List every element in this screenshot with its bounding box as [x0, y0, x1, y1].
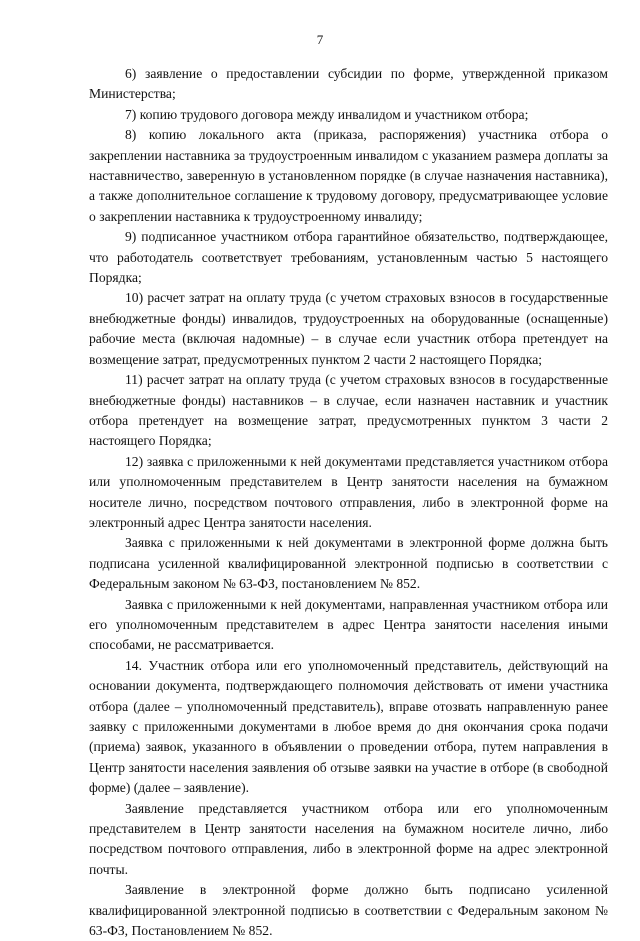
paragraph-not-considered: Заявка с приложенными к ней документами, направленная участником отбора или его уполномоченным представителем в адрес Центра занятости населения иными способами, не рассматривается. — [89, 596, 608, 653]
paragraph-application-submission: Заявление представляется участником отбора или его уполномоченным представителем в Центр занятости населения на бумажном носителе лично, либо посредством почтового отправления, либо в электронной форме на адрес электронной почты. — [89, 800, 608, 877]
paragraph-item-10: 10) расчет затрат на оплату труда (с учетом страховых взносов в государственные внебюджетные фонды) инвалидов, трудоустроенных на оборудованные (оснащенные) рабочие места (включая надомные) – в случае если участник отбора претендует на возмещение затрат, предусмотренных пунктом 2 части 2 настоящего Порядка; — [89, 290, 608, 367]
paragraph-section-14: 14. Участник отбора или его уполномоченный представитель, действующий на основании документа, подтверждающего полномочия действовать от имени участника отбора (далее – уполномоченный представитель), вправе отозвать направленную ранее заявку с приложенными документами в любое время до дня окончания срока подачи (приема) заявок, указанного в объявлении о проведении отбора, путем направления в Центр занятости населения заявления об отзыве заявки на участие в отборе (в свободной форме) (далее – заявление). — [89, 657, 608, 796]
page-number: 7 — [316, 32, 324, 47]
paragraph-item-8: 8) копию локального акта (приказа, распоряжения) участника отбора о закреплении наставника за трудоустроенным инвалидом с указанием размера доплаты за наставничество, заверенную в установленном порядке (в случае назначения наставника), а также дополнительное соглашение к трудовому договору, предусматривающее условие о закреплении наставника к трудоустроенному инвалиду; — [89, 127, 608, 224]
paragraph-item-11: 11) расчет затрат на оплату труда (с учетом страховых взносов в государственные внебюджетные фонды) наставников – в случае, если назначен наставник и участник отбора претендует на возмещение затрат, предусмотренных пунктом 3 части 2 настоящего Порядка; — [89, 372, 608, 449]
paragraph-item-12: 12) заявка с приложенными к ней документами представляется участником отбора или уполномоченным представителем в Центр занятости населения на бумажном носителе лично, посредством почтового отправления, либо в электронной форме на электронный адрес Центра занятости населения. — [89, 453, 608, 530]
paragraph-item-6: 6) заявление о предоставлении субсидии по форме, утвержденной приказом Министерства; — [89, 66, 608, 102]
document-body — [89, 64, 608, 941]
paragraph-item-9: 9) подписанное участником отбора гарантийное обязательство, подтверждающее, что работодатель соответствует требованиям, установленным частью 5 настоящего Порядка; — [89, 229, 608, 286]
paragraph-electronic-signature: Заявка с приложенными к ней документами в электронной форме должна быть подписана усиленной квалифицированной электронной подписью в соответствии с Федеральным законом № 63-ФЗ, постановлением № 852. — [89, 535, 608, 592]
paragraph-item-7: 7) копию трудового договора между инвалидом и участником отбора; — [125, 106, 529, 122]
paragraph-application-electronic: Заявление в электронной форме должно быть подписано усиленной квалифицированной электронной подписью в соответствии с Федеральным законом № 63-ФЗ, Постановлением № 852. — [89, 882, 608, 939]
